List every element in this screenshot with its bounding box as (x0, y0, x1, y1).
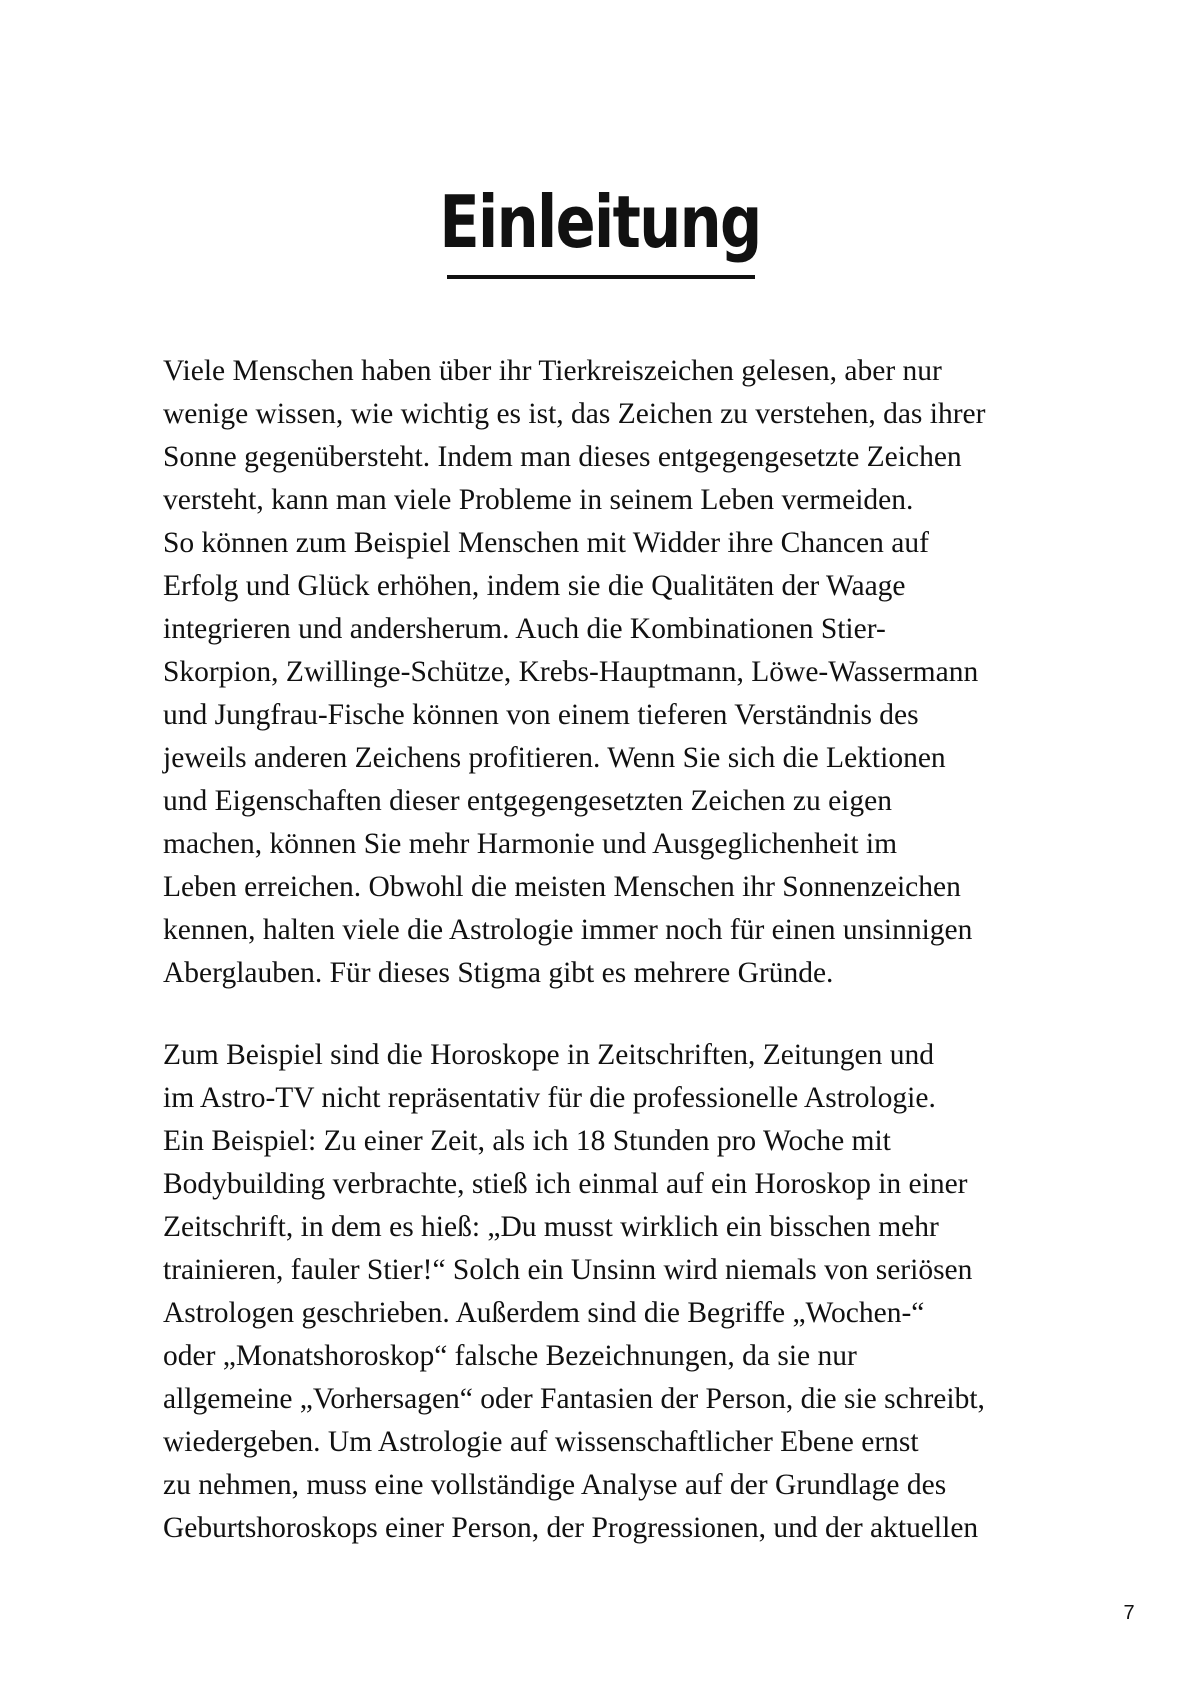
text-line: Sonne gegenübersteht. Indem man dieses entgegengesetzte Zeichen (163, 441, 962, 473)
text-line: Ein Beispiel: Zu einer Zeit, als ich 18 Stunden pro Woche mit (163, 1125, 891, 1157)
text-line: Astrologen geschrieben. Außerdem sind die Begriffe „Wochen-“ (163, 1297, 925, 1329)
text-line: Bodybuilding verbrachte, stieß ich einmal auf ein Horoskop in einer (163, 1168, 968, 1200)
text-line: trainieren, fauler Stier!“ Solch ein Unsinn wird niemals von seriösen (163, 1254, 973, 1286)
text-line: machen, können Sie mehr Harmonie und Ausgeglichenheit im (163, 828, 898, 860)
text-line: im Astro-TV nicht repräsentativ für die professionelle Astrologie. (163, 1082, 936, 1114)
text-line: und Eigenschaften dieser entgegengesetzten Zeichen zu eigen (163, 785, 892, 817)
text-line: integrieren und andersherum. Auch die Kombinationen Stier- (163, 613, 886, 645)
paragraph-2 (163, 1034, 1063, 1550)
text-line: oder „Monatshoroskop“ falsche Bezeichnungen, da sie nur (163, 1340, 857, 1372)
text-line: Erfolg und Glück erhöhen, indem sie die Qualitäten der Waage (163, 570, 906, 602)
text-line: Zum Beispiel sind die Horoskope in Zeitschriften, Zeitungen und (163, 1039, 934, 1071)
text-line: versteht, kann man viele Probleme in seinem Leben vermeiden. (163, 484, 914, 516)
paragraph-1 (163, 350, 1063, 995)
text-line: allgemeine „Vorhersagen“ oder Fantasien der Person, die sie schreibt, (163, 1383, 985, 1415)
text-line: Viele Menschen haben über ihr Tierkreiszeichen gelesen, aber nur (163, 355, 942, 387)
text-line: zu nehmen, muss eine vollständige Analyse auf der Grundlage des (163, 1469, 947, 1501)
text-line: Skorpion, Zwillinge-Schütze, Krebs-Hauptmann, Löwe-Wassermann (163, 656, 979, 688)
text-line: jeweils anderen Zeichens profitieren. Wenn Sie sich die Lektionen (163, 742, 946, 774)
text-line: Zeitschrift, in dem es hieß: „Du musst wirklich ein bisschen mehr (163, 1211, 939, 1243)
text-line: und Jungfrau-Fische können von einem tieferen Verständnis des (163, 699, 919, 731)
text-line: wiedergeben. Um Astrologie auf wissenschaftlicher Ebene ernst (163, 1426, 919, 1458)
page-number: 7 (1123, 1602, 1135, 1624)
text-line: Geburtshoroskops einer Person, der Progressionen, und der aktuellen (163, 1512, 979, 1544)
title-underline (447, 275, 755, 279)
chapter-title: Einleitung (439, 180, 761, 264)
text-line: Leben erreichen. Obwohl die meisten Menschen ihr Sonnenzeichen (163, 871, 961, 903)
text-line: wenige wissen, wie wichtig es ist, das Zeichen zu verstehen, das ihrer (163, 398, 986, 430)
text-line: kennen, halten viele die Astrologie immer noch für einen unsinnigen (163, 914, 973, 946)
text-line: So können zum Beispiel Menschen mit Widder ihre Chancen auf (163, 527, 929, 559)
text-line: Aberglauben. Für dieses Stigma gibt es mehrere Gründe. (163, 957, 834, 989)
